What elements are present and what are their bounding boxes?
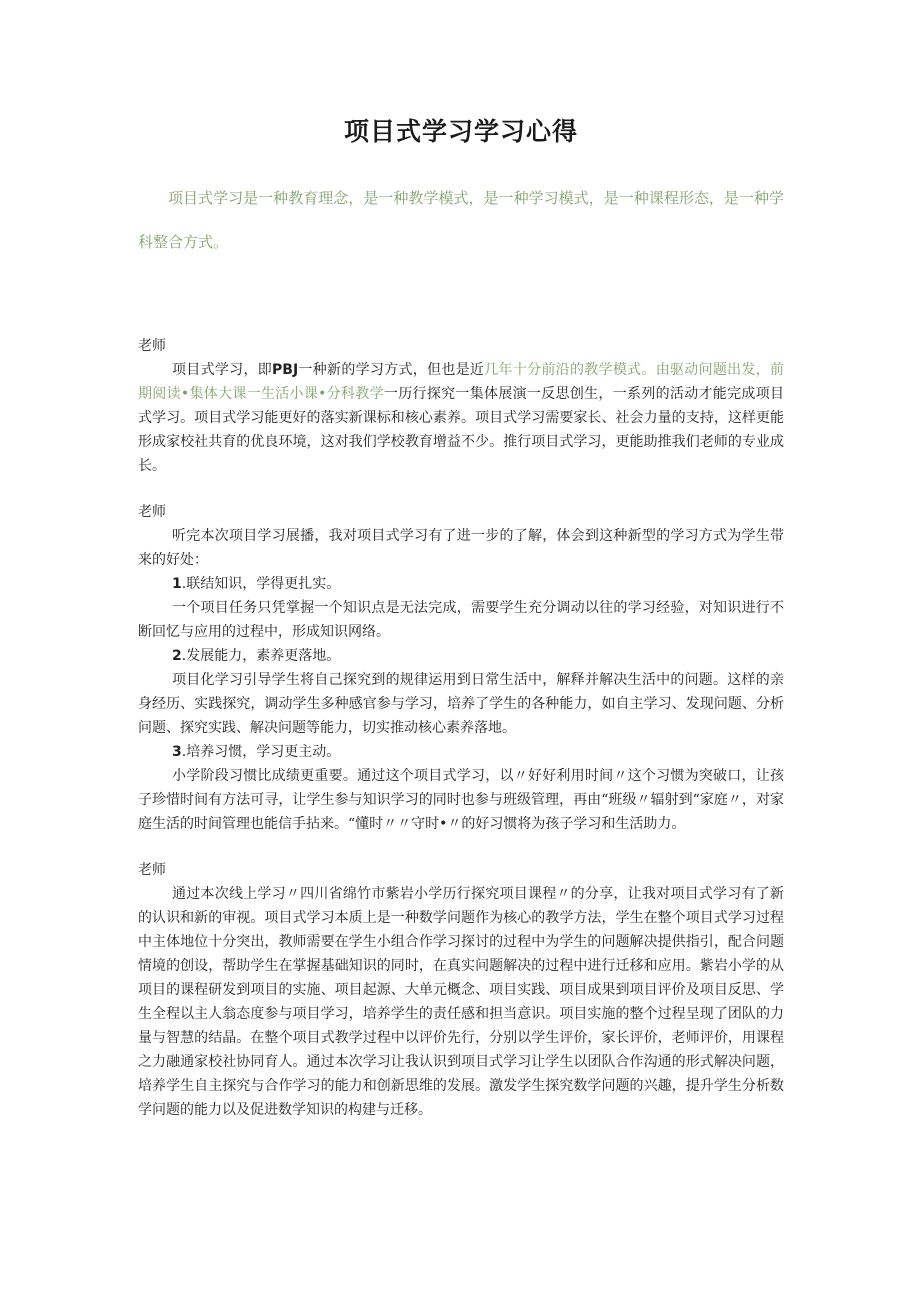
list-item-body: 一个项目任务只凭掌握一个知识点是无法完成，需要学生充分调动以往的学习经验，对知识进行不断回忆与应用的过程中，形成知识网络。 (138, 600, 784, 640)
spacer (138, 478, 784, 500)
list-item-heading (138, 740, 784, 764)
section-3-paragraph: 通过本次线上学习〃四川省绵竹市紫岩小学历行探究项目课程〃的分享，让我对项目式学习有了新的认识和新的审视。项目式学习本质上是一种数学问题作为核心的教学方法，学生在整个项目式学习过程中主体地位十分突出，教师需要在学生小组合作学习探讨的过程中为学生的问题解决提供指引，配合问题情境的创设，帮助学生在掌握基础知识的同时，在真实问题解决的过程中进行迁移和应用。紫岩小学的从项目的课程研发到项目的实施、项目起源、大单元概念、项目实践、项目成果到项目评价及项目反思、学生全程以主人翁态度参与项目学习，培养学生的责任感和担当意识。项目实施的整个过程呈现了团队的力量与智慧的结晶。在整个项目式教学过程中以评价先行，分别以学生评价，家长评价，老师评价，用课程之力融通家校社协同育人。通过本次学习让我认识到项目式学习让学生以团队合作沟通的形式解决问题，培养学生自主探究与合作学习的能力和创新思维的发展。激发学生探究数学问题的兴趣，提升学生分析数学问题的能力以及促进数学知识的构建与迁移。 (138, 886, 784, 1118)
pbj-term: PBJ (272, 362, 299, 378)
list-number: 3 (172, 744, 182, 760)
text-run: 一种新的学习方式，但也是近 (298, 362, 485, 378)
list-item-heading (138, 572, 784, 596)
document-page (138, 112, 784, 1122)
text-run: 项目式学习，即 (172, 362, 273, 378)
document-title: 项目式学习学习心得 (343, 117, 578, 146)
spacer (138, 836, 784, 858)
speaker-label: 老师 (138, 338, 166, 354)
text-run: 一历行探究一集体展演一反思创生，一系列的活动才能完成项目式学习。项目式学习能更好的落实新课标和核心素养。项目式学习需要家长、社会力量的支持，这样更能形成家校社共育的优良环境，这对我们学校教育增益不少。推行项目式学习，更能助推我们老师的专业成长。 (138, 386, 785, 474)
list-item-body: 小学阶段习惯比成绩更重要。通过这个项目式学习，以〃好好利用时间〃这个习惯为突破口，让孩子珍惜时间有方法可寻，让学生参与知识学习的同时也参与班级管理，再由“班级〃辐射到“家庭〃，对家庭生活的时间管理也能信手拈来。“懂时〃〃守时•〃的好习惯将为孩子学习和生活助力。 (138, 768, 784, 832)
spacer (138, 264, 784, 334)
section-1 (138, 334, 784, 478)
list-item-body: 项目化学习引导学生将自己探究到的规律运用到日常生活中，解释并解决生活中的问题。这样的亲身经历、实践探究，调动学生多种感官参与学习，培养了学生的各种能力，如自主学习、发现问题、分析问题、探究实践、解决问题等能力，切实推动核心素养落地。 (138, 672, 784, 736)
speaker-label: 老师 (138, 504, 166, 520)
section-3 (138, 858, 784, 1122)
section-1-paragraph (138, 358, 784, 478)
section-2 (138, 500, 784, 836)
list-number: 1 (172, 576, 182, 592)
intro-paragraph: 项目式学习是一种教育理念，是一种教学模式，是一种学习模式，是一种课程形态，是一种学科整合方式。 (138, 189, 784, 251)
list-number: 2 (172, 648, 182, 664)
list-title: .联结知识，学得更扎实。 (181, 576, 341, 592)
section-2-intro: 听完本次项目学习展播，我对项目式学习有了进一步的了解，体会到这种新型的学习方式为学生带来的好处： (138, 528, 784, 568)
list-item-heading (138, 644, 784, 668)
list-title: .培养习惯，学习更主动。 (181, 744, 341, 760)
speaker-label: 老师 (138, 862, 166, 878)
highlighted-text: 几年十分前沿的教学模式。由驱动问题出发，前期阅读•集体大课一生活小课•分科教学 (138, 362, 785, 402)
list-title: .发展能力，素养更落地。 (181, 648, 341, 664)
